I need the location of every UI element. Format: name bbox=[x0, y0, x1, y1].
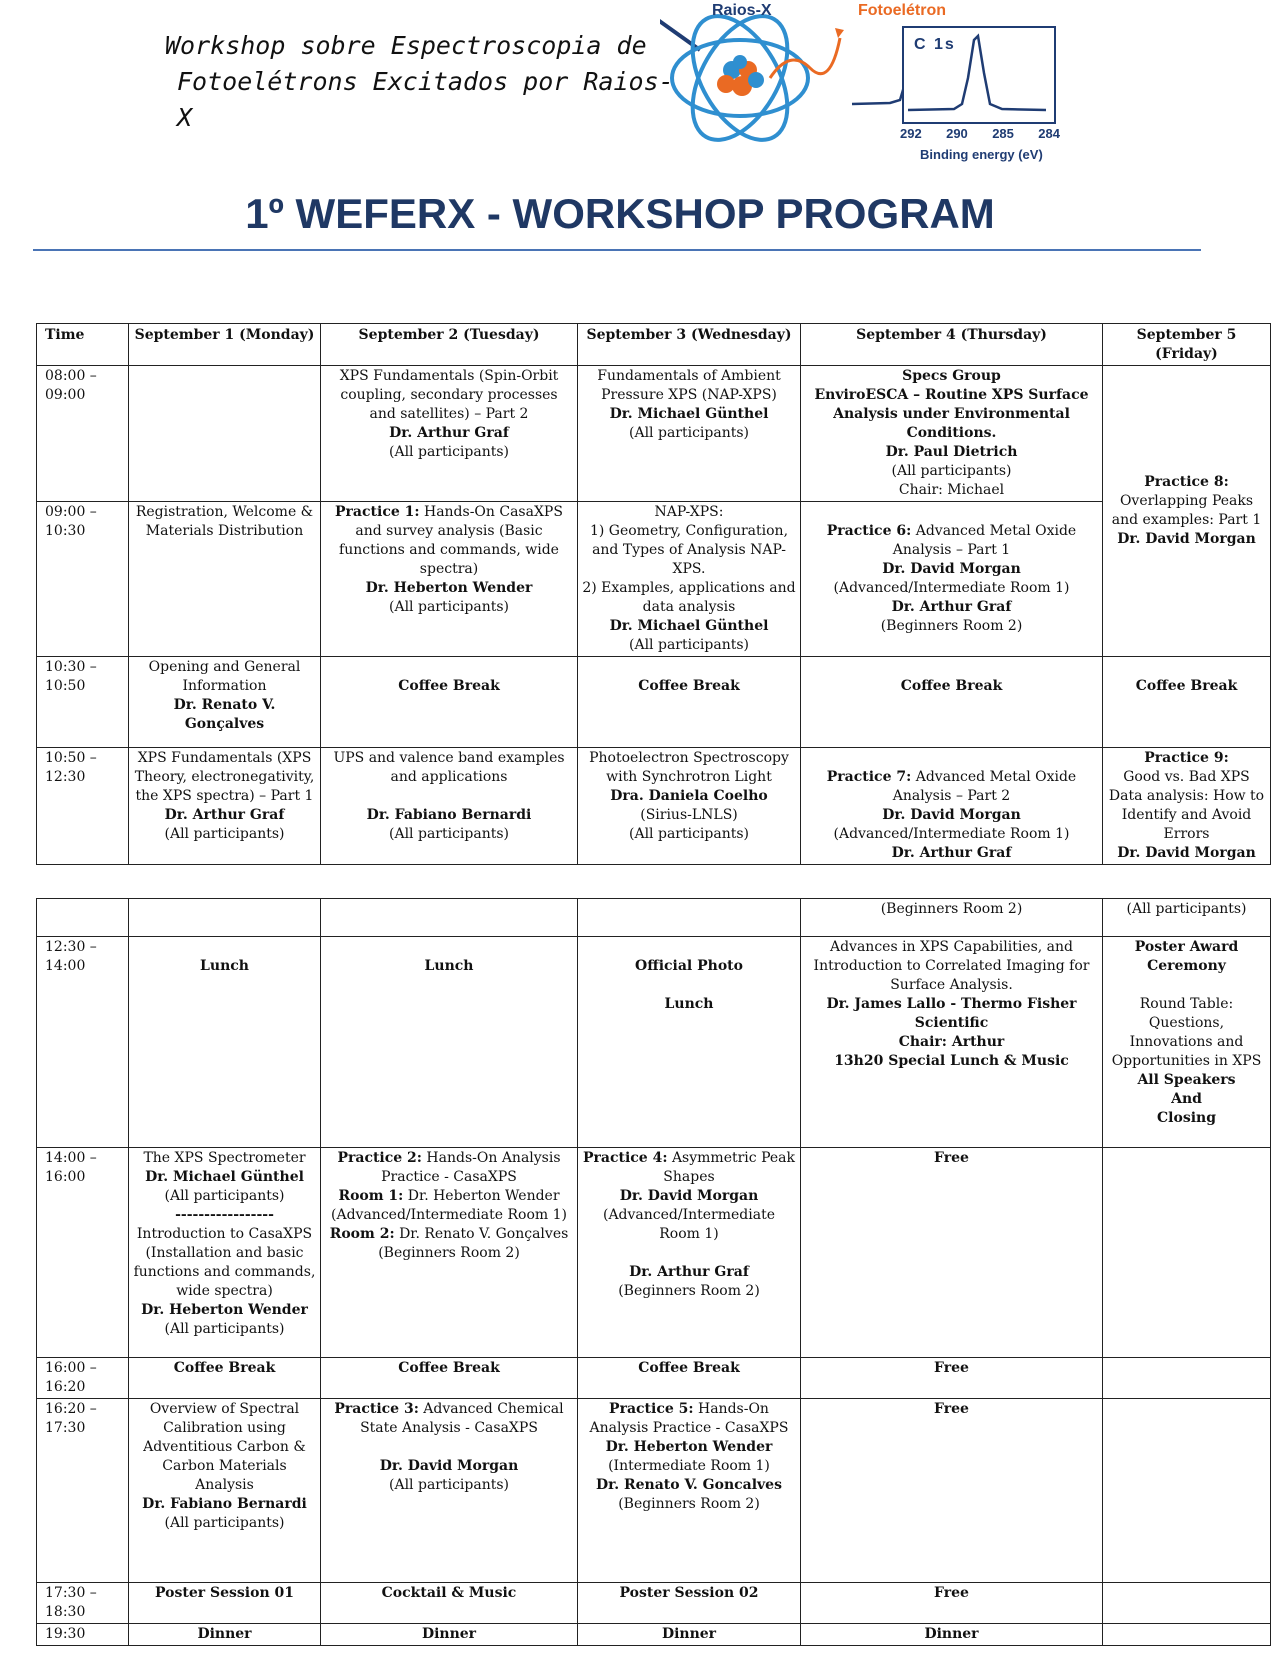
table-row bbox=[37, 899, 1271, 937]
session-cell: Practice 9: Good vs. Bad XPS Data analysis: How to Identify and Avoid Errors Dr. David Morgan bbox=[1103, 748, 1271, 865]
session-cell: (All participants) bbox=[1103, 899, 1271, 937]
table-row bbox=[37, 1624, 1271, 1646]
time-cell: 10:50 – 12:30 bbox=[37, 748, 129, 865]
table-row bbox=[37, 657, 1271, 748]
tick-label: 284 bbox=[1038, 126, 1060, 141]
session-cell: Coffee Break bbox=[578, 1358, 801, 1399]
session-cell: NAP-XPS: 1) Geometry, Configuration, and Types of Analysis NAP-XPS. 2) Examples, applications and data analysis Dr. Michael Günthel (All participants) bbox=[578, 502, 801, 657]
col-header-mon: September 1 (Monday) bbox=[129, 324, 321, 366]
session-cell: Poster Award Ceremony Round Table: Questions, Innovations and Opportunities in XPS All Speakers And Closing bbox=[1103, 937, 1271, 1148]
table-row bbox=[37, 1583, 1271, 1624]
time-cell: 08:00 – 09:00 bbox=[37, 366, 129, 502]
time-cell: 14:00 – 16:00 bbox=[37, 1148, 129, 1358]
session-cell: Coffee Break bbox=[321, 657, 578, 748]
session-cell: Registration, Welcome & Materials Distribution bbox=[129, 502, 321, 657]
session-cell: The XPS Spectrometer Dr. Michael Günthel (All participants) ----------------- Introduction to CasaXPS (Installation and basic functions and commands, wide spectra) Dr. Heberton Wender (All participants) bbox=[129, 1148, 321, 1358]
session-cell: Advances in XPS Capabilities, and Introduction to Correlated Imaging for Surface Analysis. Dr. James Lallo - Thermo Fisher Scientific Chair: Arthur 13h20 Special Lunch & Music bbox=[801, 937, 1103, 1148]
c1s-label: C 1s bbox=[914, 36, 956, 53]
session-cell: UPS and valence band examples and applications Dr. Fabiano Bernardi (All participants) bbox=[321, 748, 578, 865]
session-cell: Fundamentals of Ambient Pressure XPS (NAP-XPS) Dr. Michael Günthel (All participants) bbox=[578, 366, 801, 502]
table-row bbox=[37, 1358, 1271, 1399]
session-cell: Practice 4: Asymmetric Peak Shapes Dr. David Morgan (Advanced/Intermediate Room 1) Dr. Arthur Graf (Beginners Room 2) bbox=[578, 1148, 801, 1358]
table-row bbox=[37, 366, 1271, 502]
session-cell: Practice 5: Hands-On Analysis Practice - CasaXPS Dr. Heberton Wender (Intermediate Room 1) Dr. Renato V. Goncalves (Beginners Room 2) bbox=[578, 1399, 801, 1583]
atom-nucleus bbox=[717, 55, 764, 96]
workshop-title-line2: Fotoelétrons Excitados por Raios-X bbox=[177, 67, 674, 132]
session-cell: Poster Session 02 bbox=[578, 1583, 801, 1624]
session-cell-empty bbox=[1103, 1148, 1271, 1358]
tick-label: 290 bbox=[946, 126, 968, 141]
session-cell: Free bbox=[801, 1399, 1103, 1583]
session-cell: Lunch bbox=[321, 937, 578, 1148]
table-row bbox=[37, 937, 1271, 1148]
table-row bbox=[37, 1399, 1271, 1583]
col-header-fri: September 5 (Friday) bbox=[1103, 324, 1271, 366]
photoelectron-label: Fotoelétron bbox=[858, 2, 946, 19]
schedule-table-part1 bbox=[36, 323, 1271, 865]
session-cell: Free bbox=[801, 1358, 1103, 1399]
session-cell-empty bbox=[578, 899, 801, 937]
table-row bbox=[37, 502, 1271, 657]
session-cell: Practice 6: Advanced Metal Oxide Analysis – Part 1 Dr. David Morgan (Advanced/Intermediate Room 1) Dr. Arthur Graf (Beginners Room 2) bbox=[801, 502, 1103, 657]
session-cell: Practice 7: Advanced Metal Oxide Analysis – Part 2 Dr. David Morgan (Advanced/Intermediate Room 1) Dr. Arthur Graf bbox=[801, 748, 1103, 865]
session-cell: Opening and General Information Dr. Renato V. Gonçalves bbox=[129, 657, 321, 748]
session-cell: Coffee Break bbox=[1103, 657, 1271, 748]
session-cell-empty bbox=[1103, 1624, 1271, 1646]
session-cell-empty bbox=[1103, 1583, 1271, 1624]
time-cell: 09:00 – 10:30 bbox=[37, 502, 129, 657]
session-cell-empty bbox=[129, 899, 321, 937]
session-cell: Free bbox=[801, 1148, 1103, 1358]
session-cell: Free bbox=[801, 1583, 1103, 1624]
session-cell: Poster Session 01 bbox=[129, 1583, 321, 1624]
program-title: 1º WEFERX - WORKSHOP PROGRAM bbox=[245, 190, 995, 237]
session-cell: Lunch bbox=[129, 937, 321, 1148]
session-cell: Coffee Break bbox=[321, 1358, 578, 1399]
col-header-wed: September 3 (Wednesday) bbox=[578, 324, 801, 366]
time-cell: 16:20 – 17:30 bbox=[37, 1399, 129, 1583]
table-row bbox=[37, 1148, 1271, 1358]
tick-label: 285 bbox=[992, 126, 1014, 141]
time-cell: 12:30 – 14:00 bbox=[37, 937, 129, 1148]
table-row bbox=[37, 748, 1271, 865]
spectrum-plot bbox=[904, 28, 1050, 118]
table-header-row bbox=[37, 324, 1271, 366]
session-cell: Dinner bbox=[578, 1624, 801, 1646]
session-cell: Practice 1: Hands-On CasaXPS and survey analysis (Basic functions and commands, wide spectra) Dr. Heberton Wender (All participants) bbox=[321, 502, 578, 657]
session-cell: Coffee Break bbox=[801, 657, 1103, 748]
session-cell: Cocktail & Music bbox=[321, 1583, 578, 1624]
session-cell-empty bbox=[1103, 1358, 1271, 1399]
session-cell: Overview of Spectral Calibration using Adventitious Carbon & Carbon Materials Analysis Dr. Fabiano Bernardi (All participants) bbox=[129, 1399, 321, 1583]
time-cell: 10:30 – 10:50 bbox=[37, 657, 129, 748]
col-header-thu: September 4 (Thursday) bbox=[801, 324, 1103, 366]
workshop-title-line1: Workshop sobre Espectroscopia de bbox=[165, 31, 647, 60]
session-cell: Practice 3: Advanced Chemical State Analysis - CasaXPS Dr. David Morgan (All participants) bbox=[321, 1399, 578, 1583]
session-cell: XPS Fundamentals (Spin-Orbit coupling, secondary processes and satellites) – Part 2 Dr. Arthur Graf (All participants) bbox=[321, 366, 578, 502]
session-cell: Photoelectron Spectroscopy with Synchrotron Light Dra. Daniela Coelho (Sirius-LNLS) (All participants) bbox=[578, 748, 801, 865]
time-cell: 16:00 – 16:20 bbox=[37, 1358, 129, 1399]
session-cell: Practice 2: Hands-On Analysis Practice - CasaXPS Room 1: Dr. Heberton Wender (Advanced/Intermediate Room 1) Room 2: Dr. Renato V. Gonçalves (Beginners Room 2) bbox=[321, 1148, 578, 1358]
tick-label: 292 bbox=[900, 126, 922, 141]
time-cell: 17:30 – 18:30 bbox=[37, 1583, 129, 1624]
session-cell-empty bbox=[129, 366, 321, 502]
session-cell: Practice 8: Overlapping Peaks and examples: Part 1 Dr. David Morgan bbox=[1103, 366, 1271, 657]
col-header-tue: September 2 (Tuesday) bbox=[321, 324, 578, 366]
spectrum-ticks bbox=[900, 126, 1060, 141]
binding-energy-label: Binding energy (eV) bbox=[920, 147, 1043, 162]
col-header-time: Time bbox=[37, 324, 129, 366]
time-cell-empty bbox=[37, 899, 129, 937]
session-cell: Coffee Break bbox=[129, 1358, 321, 1399]
session-cell-empty bbox=[321, 899, 578, 937]
session-cell: (Beginners Room 2) bbox=[801, 899, 1103, 937]
title-rule bbox=[33, 249, 1201, 251]
session-cell: Dinner bbox=[129, 1624, 321, 1646]
session-cell: Official Photo Lunch bbox=[578, 937, 801, 1148]
session-cell: Dinner bbox=[801, 1624, 1103, 1646]
time-cell: 19:30 bbox=[37, 1624, 129, 1646]
session-cell: Coffee Break bbox=[578, 657, 801, 748]
xray-label: Raios-X bbox=[712, 2, 772, 19]
session-cell: Specs Group EnviroESCA – Routine XPS Surface Analysis under Environmental Conditions. Dr. Paul Dietrich (All participants) Chair: Michael bbox=[801, 366, 1103, 502]
session-cell: Dinner bbox=[321, 1624, 578, 1646]
session-cell-empty bbox=[1103, 1399, 1271, 1583]
arrow-icon bbox=[835, 28, 844, 38]
schedule-table-part2 bbox=[36, 898, 1271, 1646]
workshop-title bbox=[165, 28, 685, 136]
session-cell: XPS Fundamentals (XPS Theory, electronegativity, the XPS spectra) – Part 1 Dr. Arthur Graf (All participants) bbox=[129, 748, 321, 865]
c1s-peak-line bbox=[908, 36, 1046, 110]
